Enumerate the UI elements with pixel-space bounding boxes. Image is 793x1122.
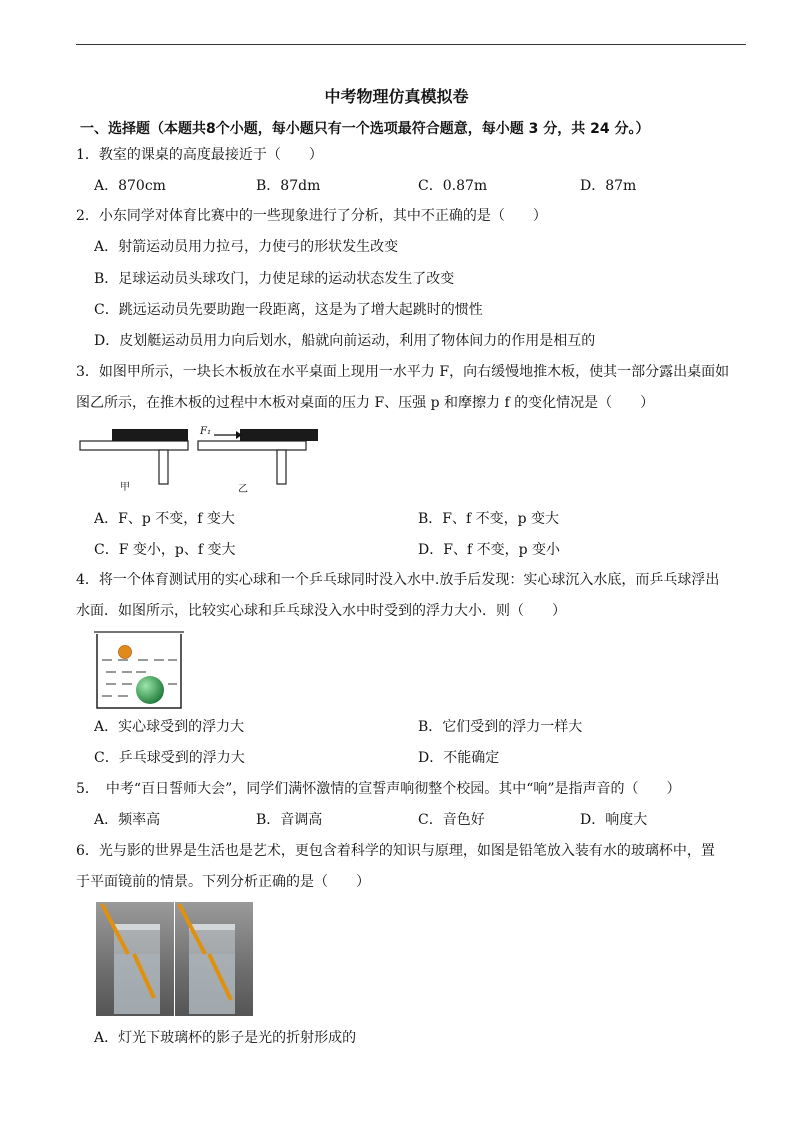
question-4-stem-line-1: 4．将一个体育测试用的实心球和一个乒乓球同时没入水中.放手后发现：实心球沉入水底，而乒乓球浮出 (76, 572, 720, 588)
page-title: 中考物理仿真模拟卷 (324, 87, 469, 106)
table-top-yi (198, 441, 306, 450)
question-3-figure (78, 424, 323, 500)
pencil-glass-photo-left (96, 902, 174, 1016)
question-2-option-b[interactable]: B．足球运动员头球攻门，力使足球的运动状态发生了改变 (94, 271, 455, 287)
question-5-option-b[interactable]: B．音调高 (256, 812, 323, 828)
section-heading: 一、选择题（本题共8个小题，每小题只有一个选项最符合题意，每小题 3 分，共 24 分。） (80, 121, 650, 137)
question-5-option-a[interactable]: A．频率高 (94, 812, 161, 828)
figure-label-yi: 乙 (238, 484, 248, 495)
question-2-option-a[interactable]: A．射箭运动员用力拉弓，力使弓的形状发生改变 (94, 239, 399, 255)
question-4-option-b[interactable]: B．它们受到的浮力一样大 (418, 719, 583, 735)
question-4-option-d[interactable]: D．不能确定 (418, 750, 500, 766)
question-1-option-a[interactable]: A．870cm (94, 178, 166, 194)
header-rule (76, 44, 746, 45)
question-2-stem: 2．小东同学对体育比赛中的一些现象进行了分析，其中不正确的是（ ） (76, 208, 547, 224)
figure-label-force: F₁ (200, 426, 211, 437)
question-1-option-d[interactable]: D．87m (580, 178, 637, 194)
question-6-stem-line-2: 于平面镜前的情景。下列分析正确的是（ ） (76, 874, 370, 890)
question-3-option-c[interactable]: C．F 变小，p、f 变大 (94, 542, 236, 558)
table-leg-yi (277, 450, 286, 484)
question-3-stem-line-2: 图乙所示，在推木板的过程中木板对桌面的压力 F、压强 p 和摩擦力 f 的变化情况是（ ） (76, 395, 655, 411)
question-3-option-d[interactable]: D．F、f 不变，p 变小 (418, 542, 560, 558)
figure-label-jia: 甲 (120, 482, 130, 493)
table-top-jia (80, 441, 188, 450)
ping-pong-ball (119, 646, 132, 659)
question-4-option-c[interactable]: C．乒乓球受到的浮力大 (94, 750, 245, 766)
question-2-option-c[interactable]: C．跳远运动员先要助跑一段距离，这是为了增大起跳时的惯性 (94, 302, 483, 318)
question-4-beaker-figure (92, 630, 186, 712)
question-2-option-d[interactable]: D．皮划艇运动员用力向后划水，船就向前运动，利用了物体间力的作用是相互的 (94, 333, 596, 349)
question-5-option-c[interactable]: C．音色好 (418, 812, 485, 828)
question-1-stem: 1．教室的课桌的高度最接近于（ ） (76, 147, 323, 163)
board-yi (240, 429, 318, 441)
question-3-option-b[interactable]: B．F、f 不变，p 变大 (418, 511, 560, 527)
question-4-option-a[interactable]: A．实心球受到的浮力大 (94, 719, 245, 735)
question-1-option-c[interactable]: C．0.87m (418, 178, 488, 194)
question-6-stem-line-1: 6．光与影的世界是生活也是艺术，更包含着科学的知识与原理，如图是铅笔放入装有水的玻璃杯中，置 (76, 843, 715, 859)
board-jia (112, 429, 188, 441)
question-5-stem: 5． 中考“百日誓师大会”，同学们满怀激情的宣誓声响彻整个校园。其中“响”是指声音的（ ） (76, 781, 681, 797)
solid-ball (136, 676, 164, 704)
question-3-stem-line-1: 3．如图甲所示，一块长木板放在水平桌面上现用一水平力 F，向右缓慢地推木板，使其一部分露出桌面如 (76, 364, 730, 380)
pencil-glass-photo-right (175, 902, 253, 1016)
question-5-option-d[interactable]: D．响度大 (580, 812, 648, 828)
question-3-option-a[interactable]: A．F、p 不变，f 变大 (94, 511, 235, 527)
table-leg-jia (159, 450, 168, 484)
question-1-option-b[interactable]: B．87dm (256, 178, 321, 194)
question-6-option-a[interactable]: A．灯光下玻璃杯的影子是光的折射形成的 (94, 1030, 357, 1046)
question-4-stem-line-2: 水面．如图所示，比较实心球和乒乓球没入水中时受到的浮力大小．则（ ） (76, 603, 566, 619)
